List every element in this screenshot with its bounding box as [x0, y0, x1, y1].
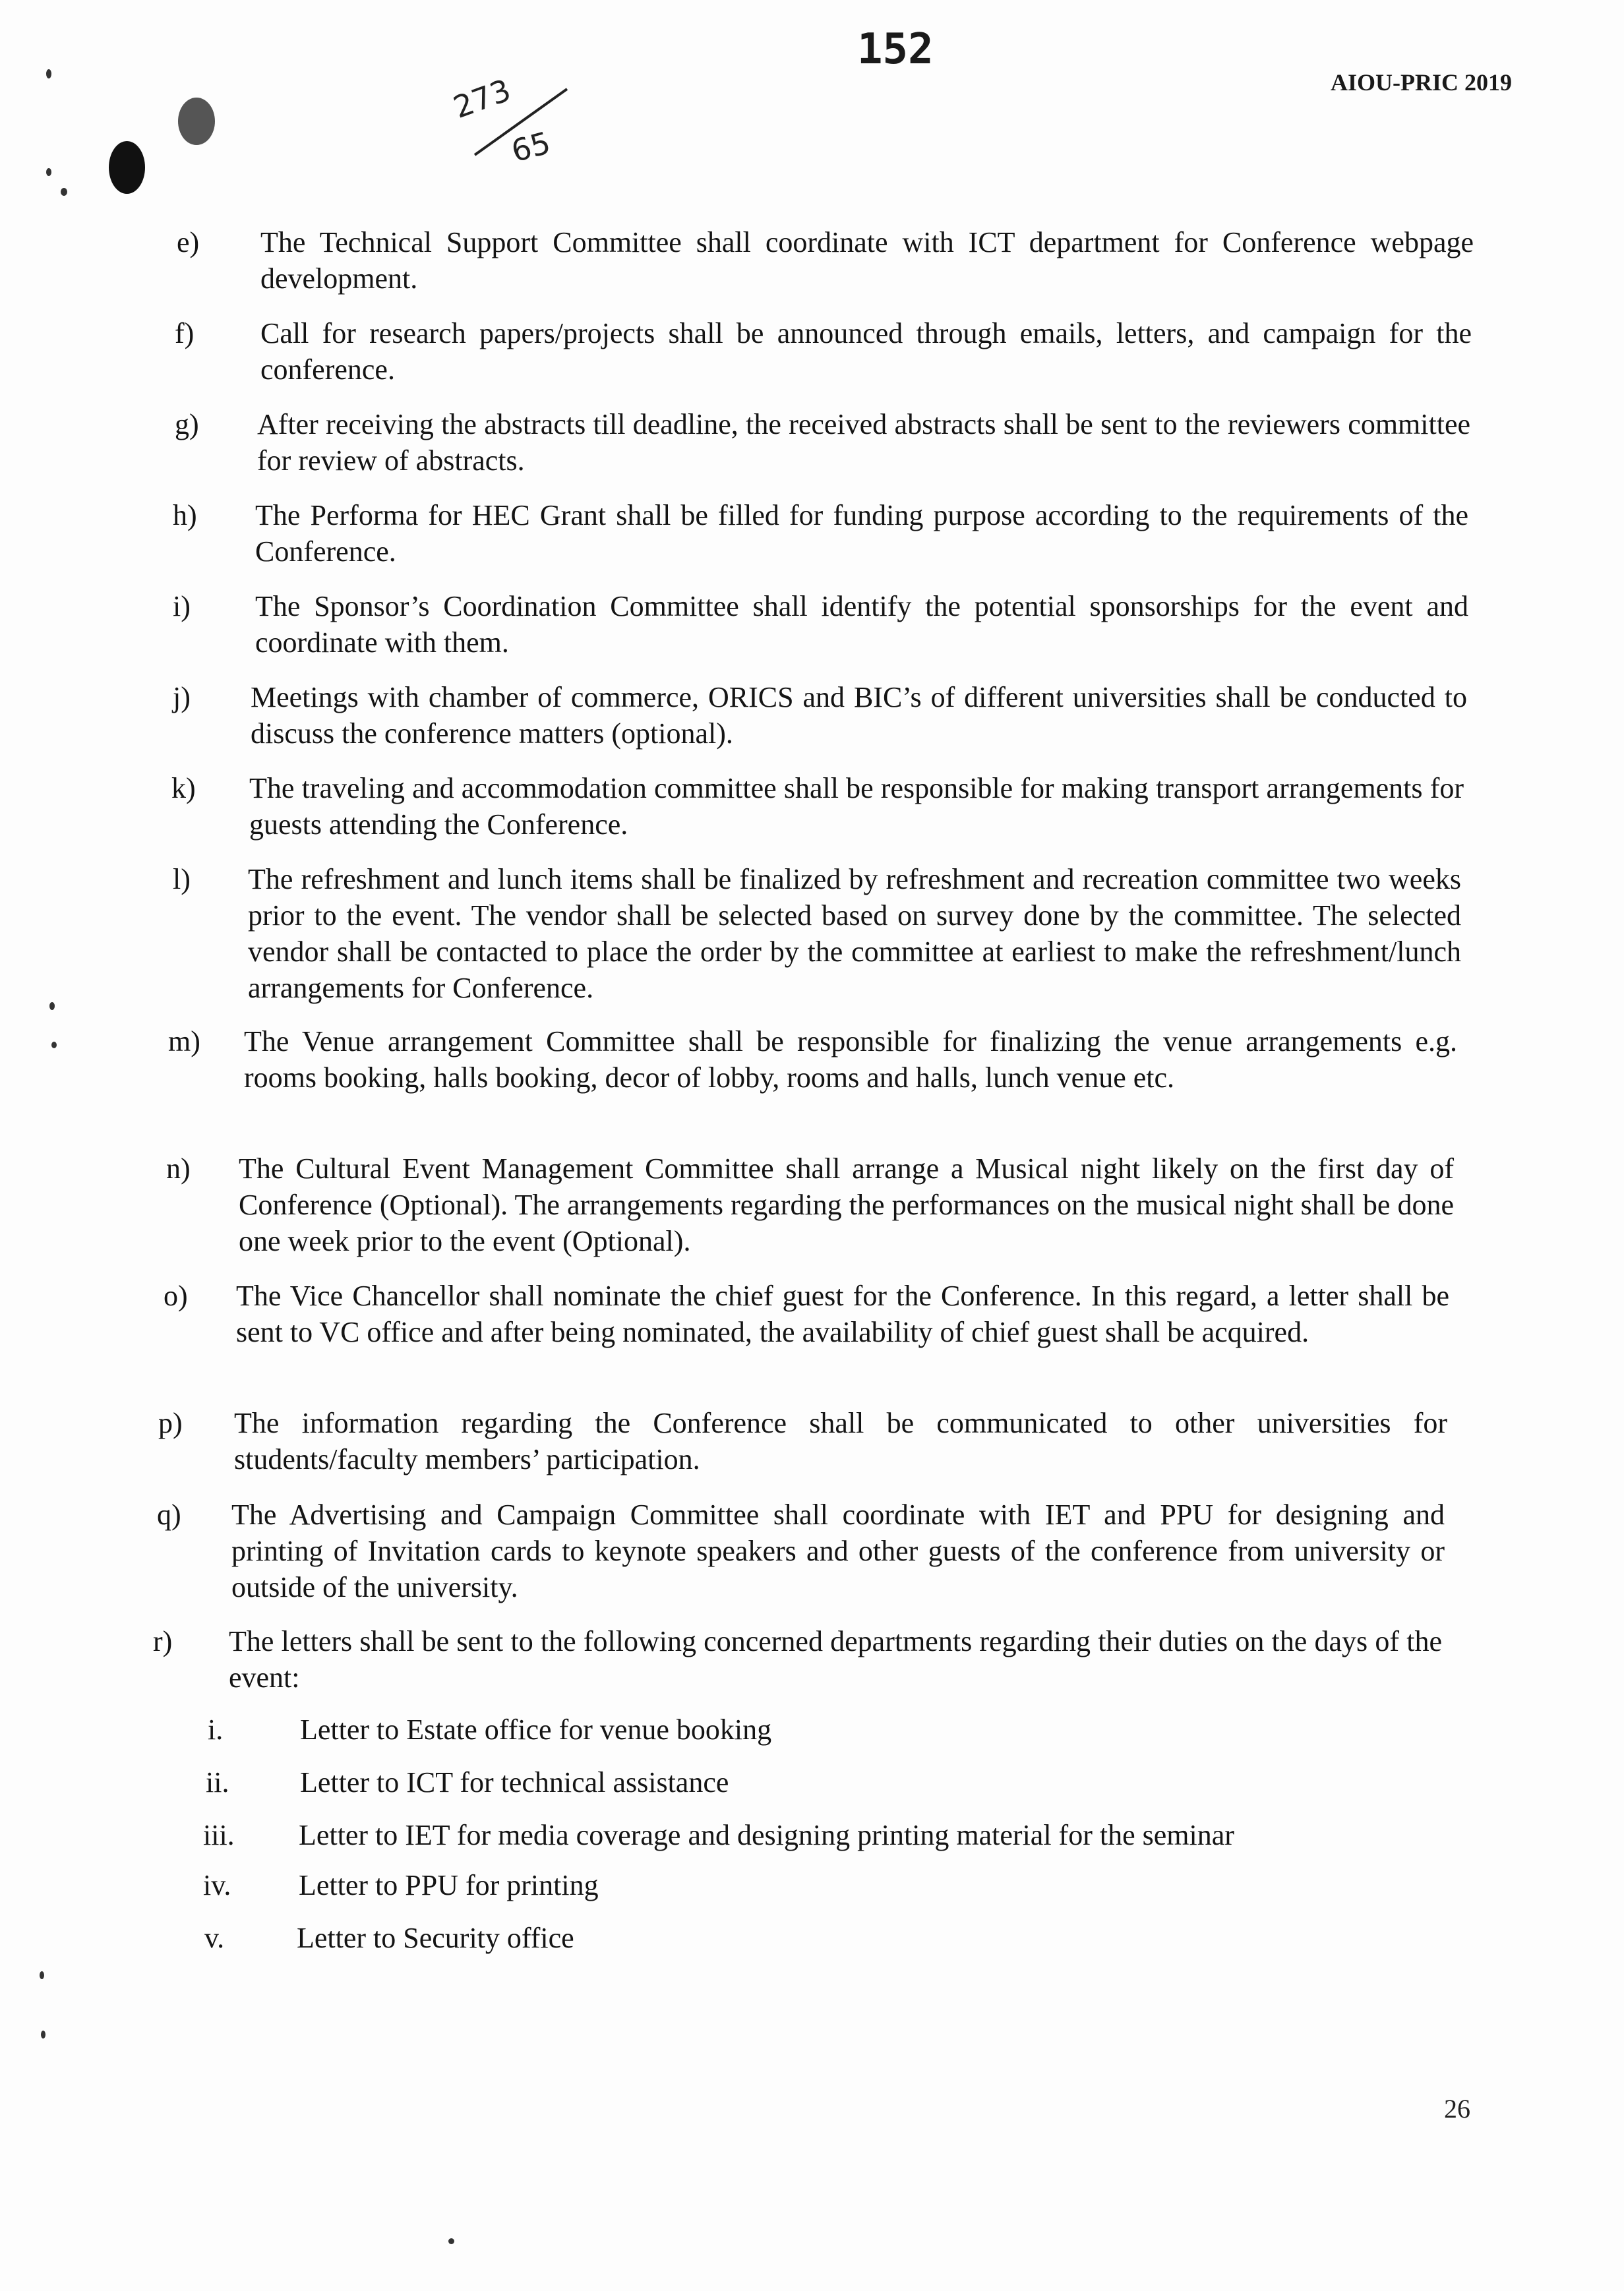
sublist-item-text: Letter to IET for media coverage and designing printing material for the seminar [299, 1819, 1234, 1851]
list-item-text: Call for research papers/projects shall be announced through emails, letters, and campaign for the conference. [260, 317, 1472, 386]
scan-speck [49, 1002, 55, 1010]
list-item-label: f) [175, 317, 195, 349]
list-item-label: i) [173, 590, 191, 622]
list-item-label: j) [173, 681, 191, 713]
scan-speck [46, 168, 51, 176]
handwritten-note-top: 273 [448, 73, 516, 125]
scan-speck [40, 1971, 44, 1979]
list-item-label: e) [177, 226, 200, 258]
handwritten-note [448, 73, 580, 165]
sublist-item-text: Letter to ICT for technical assistance [300, 1766, 729, 1799]
sublist-item-text: Letter to Estate office for venue booking [300, 1713, 772, 1746]
list-item-text: After receiving the abstracts till deadline, the received abstracts shall be sent to the reviewers committee for review of abstracts. [257, 408, 1470, 477]
sublist-item-label: ii. [206, 1766, 229, 1799]
punch-hole-mark [109, 141, 145, 194]
list-item-label: k) [171, 772, 196, 804]
handwritten-note-bottom: 65 [507, 125, 555, 165]
sublist-item-label: v. [204, 1922, 225, 1954]
sublist-item-text: Letter to Security office [297, 1922, 574, 1954]
scan-speck [41, 2031, 45, 2038]
list-item-text: The refreshment and lunch items shall be finalized by refreshment and recreation committee two weeks prior to the event. The vendor shall be selected based on survey done by the committee. The selected vendor shall be contacted to place the order by the committee at earliest to make the refreshment/lunch arrangements for Conference. [248, 863, 1461, 1004]
sublist-item-text: Letter to PPU for printing [299, 1869, 599, 1901]
list-item-text: The letters shall be sent to the following concerned departments regarding their duties on the days of the event: [229, 1625, 1442, 1694]
document-code: AIOU-PRIC 2019 [1331, 69, 1512, 96]
list-item-text: The Advertising and Campaign Committee shall coordinate with IET and PPU for designing and printing of Invitation cards to keynote speakers and other guests of the conference from university or outside of the university. [231, 1499, 1445, 1603]
scan-speck [46, 69, 51, 78]
scan-speck [448, 2238, 454, 2244]
list-item-label: n) [166, 1152, 191, 1185]
list-item-label: o) [164, 1280, 188, 1312]
stamp-number: 152 [857, 25, 934, 74]
scan-speck [51, 1042, 57, 1048]
list-item-label: h) [173, 499, 197, 531]
scan-speck [61, 188, 67, 196]
sublist-item-label: iv. [203, 1869, 231, 1901]
list-item-text: The Venue arrangement Committee shall be responsible for finalizing the venue arrangements e.g. rooms booking, halls booking, decor of lobby, rooms and halls, lunch venue etc. [244, 1025, 1457, 1094]
list-item-text: The Technical Support Committee shall coordinate with ICT department for Conference webpage development. [260, 226, 1474, 295]
sublist-item-label: iii. [203, 1819, 235, 1851]
list-item-text: The traveling and accommodation committee shall be responsible for making transport arrangements for guests attending the Conference. [249, 772, 1464, 841]
list-item-label: q) [157, 1499, 181, 1531]
list-item-text: The Cultural Event Management Committee shall arrange a Musical night likely on the first day of Conference (Optional). The arrangements regarding the performances on the musical night shall be done one week prior to the event (Optional). [239, 1152, 1454, 1257]
list-item-label: r) [153, 1625, 173, 1657]
punch-hole-mark [178, 98, 215, 145]
list-item-label: l) [173, 863, 191, 895]
list-item-label: p) [158, 1407, 183, 1439]
list-item-text: The information regarding the Conference shall be communicated to other universities for students/faculty members’ participation. [234, 1407, 1447, 1475]
list-item-text: The Sponsor’s Coordination Committee shall identify the potential sponsorships for the event and coordinate with them. [255, 590, 1468, 659]
list-item-label: m) [168, 1025, 200, 1057]
list-item-label: g) [175, 408, 199, 440]
sublist-item-label: i. [208, 1713, 224, 1746]
list-item-text: The Vice Chancellor shall nominate the chief guest for the Conference. In this regard, a letter shall be sent to VC office and after being nominated, the availability of chief guest shall be acquired. [236, 1280, 1449, 1348]
list-item-text: Meetings with chamber of commerce, ORICS and BIC’s of different universities shall be conducted to discuss the conference matters (optional). [251, 681, 1467, 750]
list-item-text: The Performa for HEC Grant shall be filled for funding purpose according to the requirements of the Conference. [255, 499, 1468, 568]
page-number: 26 [1444, 2094, 1470, 2124]
